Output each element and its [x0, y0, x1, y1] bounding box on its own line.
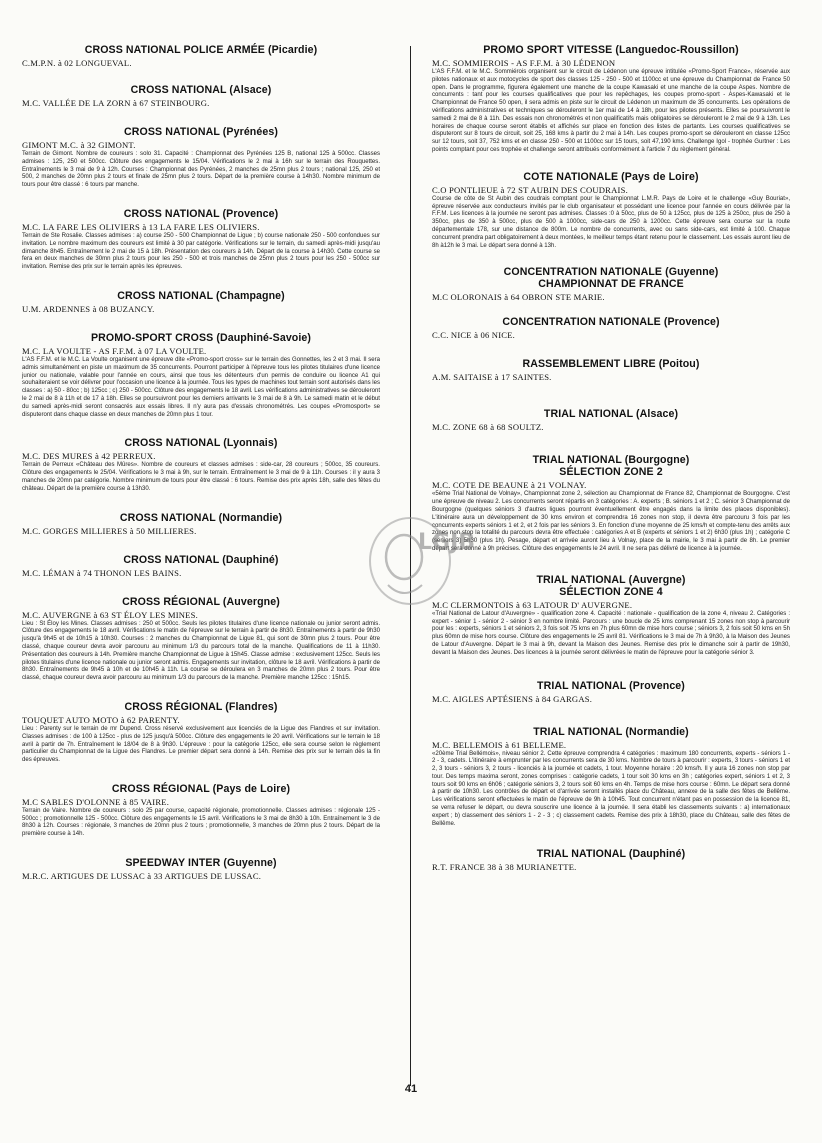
club-location: M.C. ZONE 68 à 68 SOULTZ. [432, 422, 544, 433]
event-heading: TRIAL NATIONAL (Normandie) [533, 725, 689, 738]
event-description: Lieu : Parenty sur le terrain de mr Dupend. Cross réservé exclusivement aux licenciés de la Ligue des Flandres et sur invitation. Classes admises : de 100 à 125cc - plus de 125 jusqu'à 500cc. Clôture des engagements le 20 avril. Vérifications sur le terrain le 18 avril à partir de 7h. Entraînement le 18/04 de 8 à 9h30. L'épreuve : pour la catégorie 125cc, elle sera course selon le règlement particulier du Championnat de la Ligue des Flandres. Le premier départ sera donné à 14h. Remise des prix sur le terrain dès la fin des épreuves. [22, 725, 380, 764]
event-heading: PROMO-SPORT CROSS (Dauphiné-Savoie) [90, 331, 312, 344]
club-location: C.M.P.N. à 02 LONGUEVAL. [22, 58, 132, 68]
event-subheading: SÉLECTION ZONE 2 [559, 466, 663, 479]
event-subheading: SÉLECTION ZONE 4 [559, 585, 663, 598]
club-location: C.C. NICE à 06 NICE. [432, 330, 516, 341]
listing-entry [22, 701, 380, 765]
event-heading: RASSEMBLEMENT LIBRE (Poitou) [522, 358, 700, 371]
listing-entry [22, 332, 380, 419]
event-description: Course de côte de St Aubin des coudrais comptant pour le Championnat L.M.R. Pays de Loire et le challenge «Guy Bouriat», épreuve réservée aux conducteurs invités par le club organisateur et possédant une licence pour l'année en cours délivrée par la F.F.M. Les licences à la journée ne seront pas admises. Classes :0 à 50cc, plus de 50 à 125cc, plus de 125 à 250cc, plus de 250 à 350cc, plus de 350 à 500cc, plus de 500 à 1000cc, side-cars de 250 à 1200cc. Cette épreuve sera course sur la route départementale 178, sur une distance de 800m. Le nombre de concurrents, avec ou sans side-cars, est limité à 100. Chaque concurrent prendra part obligatoirement à deux montées, le meilleur temps étant retenu pour le classement. Les essais auront lieu de 8h à12h le 3 mai. Le départ sera donné à 13h. [432, 195, 790, 249]
listing-entry [432, 44, 790, 155]
event-heading: CROSS NATIONAL (Dauphiné) [123, 553, 279, 566]
event-description: «Trial National de Latour d'Auvergne» - qualification zone 4. Capacité : nationale - qualification de la zone 4, niveau 2. Catégories : expert - sénior 1 - sénior 2 - sénior 3 en nombre limité. Parcours : une boucle de 25 kms comprenant 15 zones non stop à parcourir pour les : experts, séniors 1 et séniors 2, 3 fois soit 75 kms en 7h plus 60mn de mise hors course ; séniors 3, 2 fois soit 50 kms en 5h plus 60mn de mise hors course. Clôture des engagements le 25 avril 81. Vérifications le 3 mai de 7h à 9h30, à la Maison des Jeunes de Latour d'Auvergne. Départ le 3 mai à 9h, devant la Maison des Jeunes. Remise des prix le dimanche soir à partir de 19h30, devant la Maison des Jeunes. Des licences à la journée seront délivrées le matin de l'épreuve pour la catégorie sénior 3. [432, 610, 790, 656]
listing-entry [432, 848, 790, 872]
listing-entry [432, 171, 790, 251]
event-heading: CROSS RÉGIONAL (Auvergne) [122, 595, 280, 608]
club-location: M.C. DES MURES à 42 PERREUX. [22, 451, 156, 462]
event-heading: CROSS NATIONAL (Pyrénées) [124, 126, 278, 138]
event-description: «5ème Trial National de Volnay», Championnat zone 2, sélection au Championnat de France 82, Championnat de Bourgogne. C'est une épreuve de niveau 2. Les concurrents seront répartis en 3 catégories : A. experts ; B. séniors 1 et 2 ; C. sénior 3 Championnat de Bourgogne (quelques séniors 3 d'autres ligues pourront éventuellement être engagés dans la limite des places disponibles). L'itinéraire aura un développement de 30 kms environ et comprendra 16 zones non stop, il devra être parcouru 3 fois par les concurrents experts séniors 1 et 2, et 2 fois par les séniors 3. En fonction d'une moyenne de 25 kms/h et compte-tenu des arrêts aux zones non stop la totalité du parcours devra être effectuée : catégories A et B (experts et séniors 1 et 2) 6h30 (plus 1h) ; catégorie C (séniors 3) 5h30 (plus 1h). Pesage, départ et arrivée auront lieu à Volnay, place de la mairie, le 3 mai à partir de 8h. Le premier départ sera donné à 9h précises. Clôture des engagements le 24 avril. Il ne sera pas délivré de licence à la journée. [432, 491, 790, 552]
event-heading: CONCENTRATION NATIONALE (Guyenne) [503, 266, 719, 279]
club-location: M.C. AUVERGNE à 63 ST ÉLOY LES MINES. [22, 609, 198, 620]
left-column [22, 44, 380, 882]
listing-entry [22, 126, 380, 190]
club-location: M.C. BELLEMOIS à 61 BELLEME. [432, 739, 567, 750]
event-description: L'AS F.F.M. et le M.C. La Voulte organisent une épreuve dite «Promo-sport cross» sur le terrain des Gonnettes, les 2 et 3 mai. Il sera admis simultanément en piste un maximum de 35 concurrents. Pourront participer à l'épreuve tous les pilotes titulaires d'une licence junior ou nationale, valable pour l'année en cours, ainsi que tous les détenteurs d'un permis de conduire ou licence A1 qui souhaiteraient se voir délivrer pour l'occasion une licence à la journée. Tous les types de machines tout terrain sont autorisés dans les classes : a) 50 - 80cc ; b) 125cc ; c) 250 - 500cc. Clôture des engagements le 18 avril. Les vérifications administratives se dérouleront le 2 mai de 8 à 11h et de 17 à 18h. Elles se poursuivront pour les derniers arrivants le 3 mai de 8 à 9h. Le samedi matin et le début du samedi après-midi seront consacrés aux essais libres. Il n'y aura pas d'essais chronométrés. Les coupes «Promosport» se disputeront dans chaque classe en deux manches de 20mn plus 1 tour. [22, 356, 381, 418]
club-location: M.C SABLES D'OLONNE à 85 VAIRE. [22, 796, 170, 807]
listing-entry [432, 454, 790, 553]
listing-entry [22, 84, 380, 108]
right-column [432, 44, 790, 873]
event-heading: CROSS NATIONAL (Normandie) [119, 511, 283, 524]
club-location: M.C. COTE DE BEAUNE à 21 VOLNAY. [432, 480, 587, 491]
event-description: Terrain de Gimont. Nombre de coureurs : solo 31. Capacité : Championnat des Pyrénées 125 B, national 125 à 500cc. Classes admises : 125, 250 et 500cc. Clôture des engagements le 15/04. Vérifications le 2 mai à 16h sur le terrain des Rouquettes. Entraînements le 3 mai de 9 à 12h. Courses : Championnat des Pyrénées, 2 manches de 25mn plus 2 tours ; national 125, 250 et 500, 2 manches de 20mn plus 2 tours et finale de 25mn plus 2 tours. Départ de la première course à 14h30. Nombre minimum de tours pour être classé : 6 tours par manche. [22, 151, 380, 189]
event-heading: CROSS NATIONAL (Champagne) [117, 289, 285, 302]
event-heading: TRIAL NATIONAL (Bourgogne) [532, 454, 690, 467]
event-description: Terrain de Ste Rosalie. Classes admises : a) course 250 - 500 Championnat de Ligue ; b) course nationale 250 - 500 confondues sur invitation. Le nombre maximum des coureurs est limité à 30 par catégorie. Vérifications sur le terrain, du samedi après-midi jusqu'au dimanche 8h45. Entraînement le 2 mai de 15 à 18h. Présentation des coureurs à 14h. Départ de la course à 14h30. Cette course se fera en deux manches de 30mn plus 2 tours pour les 250 - 500 et trois manches de 25mn plus 2 tours pour les 250 - 500cc sur invitation. Remise des prix sur le terrain après les épreuves. [22, 232, 380, 271]
club-location: GIMONT M.C. à 32 GIMONT. [22, 140, 136, 150]
event-heading: COTE NATIONALE (Pays de Loire) [523, 170, 699, 183]
club-location: M.C. LA FARE LES OLIVIERS à 13 LA FARE LES OLIVIERS. [22, 221, 260, 232]
event-heading: TRIAL NATIONAL (Dauphiné) [536, 848, 686, 861]
club-location: M.C. LA VOULTE - AS F.F.M. à 07 LA VOULTE. [22, 345, 207, 356]
listing-entry [22, 783, 380, 839]
listing-entry [432, 266, 790, 302]
club-location: M.C CLERMONTOIS à 63 LATOUR D' AUVERGNE. [432, 599, 633, 610]
listing-entry [432, 358, 790, 382]
listing-entry [22, 512, 380, 536]
event-heading: PROMO SPORT VITESSE (Languedoc-Roussillon) [483, 44, 739, 56]
listing-entry [432, 316, 790, 340]
event-description: «20ème Trial Bellémois», niveau sénior 2. Cette épreuve comprendra 4 catégories : maximum 180 concurrents, experts - séniors 1 - 2 - 3, cadets. L'itinéraire à emprunter par les concurrents sera de 30 kms. Nombre de tours à parcourir : experts, 3 tours - séniors 1 et 2, 3 tours - séniors 3, 2 tours - licenciés à la journée et cadets, 1 tour. Moyenne horaire : 20 kms/h. Il y aura 16 zones non stop par tour. Des temps maxima seront, zones comprises : catégorie cadets, 1 tour soit 30 kms en 3h ; catégories expert, séniors 1 et 2, 3 tours soit 90 kms en 6h06 ; catégorie séniors 3, 2 tours soit 60 kms en 4h. Temps de mise hors course : 60mn. Le départ sera donné à partir de 10h30. Les contrôles de départ et d'arrivée seront installés place du Château, annexe de la salle des fêtes de Bellême. Les vérifications seront effectuées le matin de l'épreuve de 9h à 10h45. Tout concurrent n'étant pas en possession de la licence 81, se verra refuser le départ, ou devra souscrire une licence à la journée. Il sera établi les classements suivants : a) internationaux expert ; b) classement des séniors 1 - 2 - 3 ; c) classement cadets. Remise des prix à 18h30, place du Château, salle des fêtes de Bellême. [432, 750, 790, 827]
club-location: A.M. SAITAISE à 17 SAINTES. [432, 372, 552, 383]
listing-entry [432, 680, 790, 704]
event-heading: SPEEDWAY INTER (Guyenne) [125, 857, 277, 870]
event-description: Terrain de Vaire. Nombre de coureurs : solo 25 par course, capacité régionale, promotionnelle. Classes admises : régionale 125 - 500cc ; promotionnelle 125 - 500cc. Clôture des engagements le 15 avril. Vérifications le 3 mai de 8h30 à 10h. Entraînement le 3 de 8h30 à 12h. Courses : régionale, 3 manches de 20mn plus 2 tours ; promotionnelle, 3 manches de 20mn plus 2 tours. Départ de la première course à 14h. [22, 807, 380, 838]
listing-entry [22, 44, 380, 68]
club-location: M.C. GORGES MILLIERES à 50 MILLIERES. [22, 525, 197, 536]
club-location: U.M. ARDENNES à 08 BUZANCY. [22, 303, 155, 314]
listing-entry [22, 554, 380, 578]
event-description: Terrain de Perreux «Château des Mûres». Nombre de coureurs et classes admises : side-car, 28 coureurs ; 500cc, 35 coureurs. Clôture des engagements le 25/04. Vérifications le 3 mai à 9h, sur le terrain. Entraînement le 3 mai de 9 à 11h. Courses : il y aura 3 manches de 20mn par catégorie. Nombre minimum de tours pour être classé : 6 tours. Remise des prix après 18h, salle des fêtes du château. Départ de la première course à 13h30. [22, 462, 380, 492]
club-location: M.C. AIGLES APTÉSIENS à 84 GARGAS. [432, 693, 593, 704]
club-location: TOUQUET AUTO MOTO à 62 PARENTY. [22, 714, 180, 725]
listing-entry [22, 596, 380, 683]
club-location: M.C. LÉMAN à 74 THONON LES BAINS. [22, 567, 182, 578]
event-heading: CROSS RÉGIONAL (Flandres) [124, 700, 278, 713]
listing-entry [22, 290, 380, 314]
event-description: L'AS F.F.M. et le M.C. Sommiérois organisent sur le circuit de Lédenon une épreuve intitulée «Promo-Sport France», réservée aux pilotes nationaux et aux motocycles de sport des classes 125 - 250 - 500 et 1100cc et une épreuve du Championnat de France 50 open. Dans le programme, figurera également une manche de la coupe Kawasaki et une manche de la coupe Aspes. Nombre de concurrents : tant pour les courses qualificatives que pour les repêchages, les coupes promo-sport - Aspes-Kawasaki et le Championnat de France 50 open, il sera admis en piste sur le circuit de Lédenon un maximum de 35 concurrents. Les opérations de vérifications administratives et techniques se dérouleront le 1er mai de 14 à 18h, pour les pilotes présents. Elles se poursuivront le samedi 2 mai de 8 à 11h. Des essais non chronométrés et non qualificatifs mais obligatoires se dérouleront le 2 mai de 9 à 13h. Les horaires de chaque course seront établis et affichés sur place en fonction des listes de partants. Les courses qualificatives se disputeront sur 8 tours de circuit, soit 25, 168 kms à partir du 2 mai à 14h. Les coupes promo-sport se dérouleront en classe 125cc sur 12 tours, soit 37, 752 kms et en classe 250 - 500 et 1100cc sur 15 tours, soit 47,190 kms. Challenge Igol - trophée Gurtner : Les points comptant pour ces trophée et challenge seront attribués conformément à l'article 7 du règlement général. [432, 69, 790, 153]
listing-entry [432, 408, 790, 432]
event-description: Lieu : St Éloy les Mines. Classes admises : 250 et 500cc. Seuls les pilotes titulaires d'une licence nationale ou junior seront admis. Clôture des engagements le 18 avril. Vérifications le matin de l'épreuve sur le terrain à partir de 8h30. Entraînements à partir de 9h30 jusqu'à 9h45 et de 10h15 à 10h30. Courses : 2 manches du Championnat de Ligue 81, qui sont de 30mn plus 2 tours. Pour être classé, chaque coureur devra avoir parcouru au minimum 1/3 du parcours total de la manche. Qualifications de 11 à 11h30. Présentation des coureurs à 14h. Première manche Championnat de Ligue à 15h45. Classe admise : exclusivement 125cc. Seuls les pilotes titulaires d'une licence nationale ou junior seront admis. Engagements sur invitation, clôture le 18 avril. Vérifications à partir de 8h30. Entraînements de 9h45 à 10h et de 10h45 à 11h. La course se déroulera en 3 manches de 20mn plus 2 tours. Pour être classé, chaque coureur devra avoir parcouru au minimum 1/3 du parcours de la manche. Première manche 125cc : 15h15. [22, 620, 380, 682]
event-heading: CROSS NATIONAL POLICE ARMÉE (Picardie) [84, 44, 318, 56]
watermark-letters: LGJB [418, 530, 476, 555]
event-heading: CROSS NATIONAL (Alsace) [130, 84, 272, 96]
club-location: R.T. FRANCE 38 à 38 MURIANETTE. [432, 862, 577, 873]
listing-entry [22, 208, 380, 272]
listing-entry [432, 726, 790, 829]
event-heading: CROSS RÉGIONAL (Pays de Loire) [111, 782, 291, 795]
watermark-stamp [366, 515, 476, 607]
club-location: C.O PONTLIEUE à 72 ST AUBIN DES COUDRAIS. [432, 184, 628, 195]
event-heading: TRIAL NATIONAL (Auvergne) [536, 573, 686, 586]
event-heading: TRIAL NATIONAL (Alsace) [543, 408, 679, 421]
listing-entry [432, 574, 790, 658]
club-location: M.C. VALLÉE DE LA ZORN à 67 STEINBOURG. [22, 98, 210, 108]
club-location: M.C OLORONAIS à 64 OBRON STE MARIE. [432, 292, 605, 303]
event-heading: CONCENTRATION NATIONALE (Provence) [502, 316, 720, 329]
club-location: M.R.C. ARTIGUES DE LUSSAC à 33 ARTIGUES DE LUSSAC. [22, 871, 262, 882]
listing-entry [22, 857, 380, 881]
event-heading: TRIAL NATIONAL (Provence) [537, 679, 685, 692]
event-heading: CROSS NATIONAL (Provence) [123, 207, 279, 220]
listing-entry [22, 437, 380, 493]
page-number: 41 [404, 1083, 418, 1095]
event-heading: CROSS NATIONAL (Lyonnais) [124, 437, 278, 450]
club-location: M.C. SOMMIEROIS - AS F.F.M. à 30 LÉDENON [432, 58, 616, 68]
event-subheading: CHAMPIONNAT DE FRANCE [538, 278, 684, 291]
